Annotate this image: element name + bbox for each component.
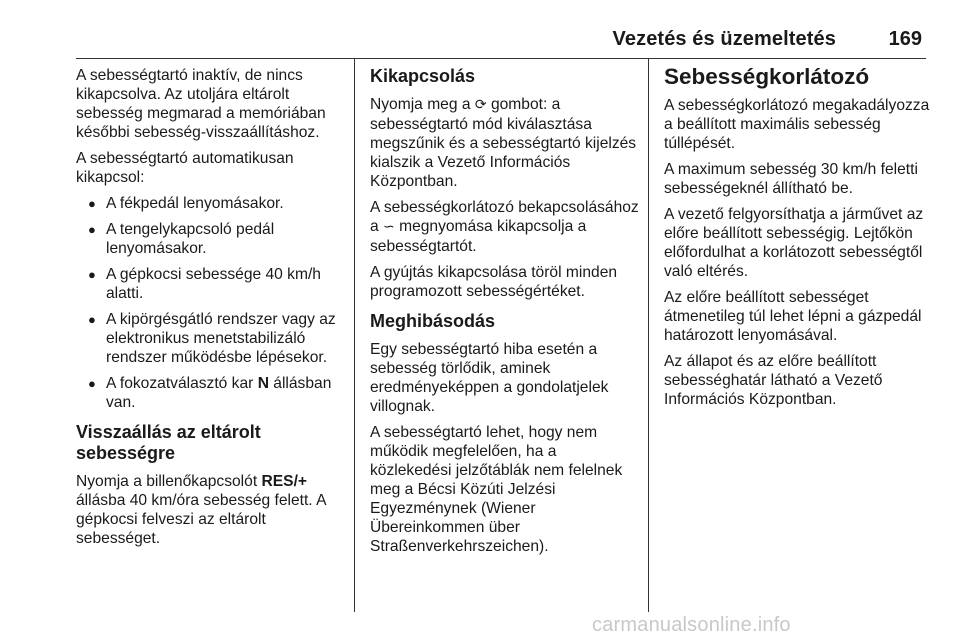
bullet-icon: ● (88, 376, 96, 391)
bullet-icon: ● (88, 222, 96, 237)
paragraph: Egy sebességtartó hiba esetén a sebesség törlődik, aminek eredményeképpen a gondolatjelek villognak. (370, 341, 609, 415)
paragraph: A sebességtartó inaktív, de nincs kikapcsolva. Az utoljára eltárolt sebesség megmarad a memóriában későbbi sebesség-visszaállításhoz. (76, 67, 326, 141)
section-heading: Meghibásodás (370, 311, 496, 331)
cruise-control-icon: ⟳ (474, 97, 487, 113)
list-item: ● A tengelykapcsoló pedál lenyomásakor. (88, 221, 275, 257)
column-right (664, 66, 936, 416)
paragraph: A sebességtartó lehet, hogy nem működik megfelelően, ha a közlekedési jelzőtáblák nem felelnek meg a Bécsi Közúti Jelzési Egyezménynek (Wiener Übereinkommen über Straßenverkehrszeichen). (370, 424, 623, 555)
list-item: ● A gépkocsi sebessége 40 km/h alatti. (88, 266, 321, 302)
bullet-icon: ● (88, 196, 96, 211)
page-number: 169 (888, 28, 922, 50)
paragraph: A sebességtartó automatikusan kikapcsol: (76, 150, 294, 186)
section-title: Sebességkorlátozó (664, 64, 870, 89)
paragraph: A sebességkorlátozó megakadályozza a beállított maximális sebesség túllépését. (664, 97, 930, 152)
section-heading: Kikapcsolás (370, 66, 476, 86)
column-divider-right (648, 58, 649, 612)
paragraph: Nyomja a billenőkapcsolót RES/+ állásba 40 km/óra sebesség felett. A gépkocsi felveszi az eltárolt sebességet. (76, 473, 326, 547)
paragraph: Az állapot és az előre beállított sebességhatár látható a Vezető Információs Központban. (664, 353, 883, 408)
paragraph: A maximum sebesség 30 km/h feletti sebességeknél állítható be. (664, 161, 918, 197)
column-divider-left (354, 58, 355, 612)
paragraph: Nyomja meg a ⟳ gombot: a sebességtartó mód kiválasztása megszűnik és a sebességtartó kijelzés kialszik a Vezető Információs Központban. (370, 96, 637, 190)
list-item: ● A fokozatválasztó kar N állásban van. (88, 375, 332, 411)
list-item: ● A kipörgésgátló rendszer vagy az elektronikus menetstabilizáló rendszer működésbe lépésekor. (88, 311, 336, 366)
page-header (76, 22, 926, 59)
speed-limiter-icon: ∽ (383, 219, 395, 235)
bullet-icon: ● (88, 267, 96, 282)
section-heading: Visszaállás az eltárolt sebességre (76, 422, 261, 463)
column-left (76, 66, 348, 555)
list-item: ● A fékpedál lenyomásakor. (88, 195, 284, 212)
paragraph: A vezető felgyorsíthatja a járművet az előre beállított sebességig. Lejtőkön előfordulhat a korlátozott sebességtől való eltérés. (664, 206, 924, 280)
paragraph: A gyújtás kikapcsolása töröl minden programozott sebességértéket. (370, 264, 618, 300)
column-middle (370, 66, 642, 563)
paragraph: Az előre beállított sebességet átmenetileg túl lehet lépni a gázpedál határozott lenyomásával. (664, 289, 922, 344)
watermark: carmanualsonline.info (592, 614, 791, 636)
bullet-list (76, 194, 348, 412)
header-title: Vezetés és üzemeltetés (612, 28, 836, 50)
bullet-icon: ● (88, 312, 96, 327)
paragraph: A sebességkorlátozó bekapcsolásához a ∽ megnyomása kikapcsolja a sebességtartót. (370, 199, 639, 255)
